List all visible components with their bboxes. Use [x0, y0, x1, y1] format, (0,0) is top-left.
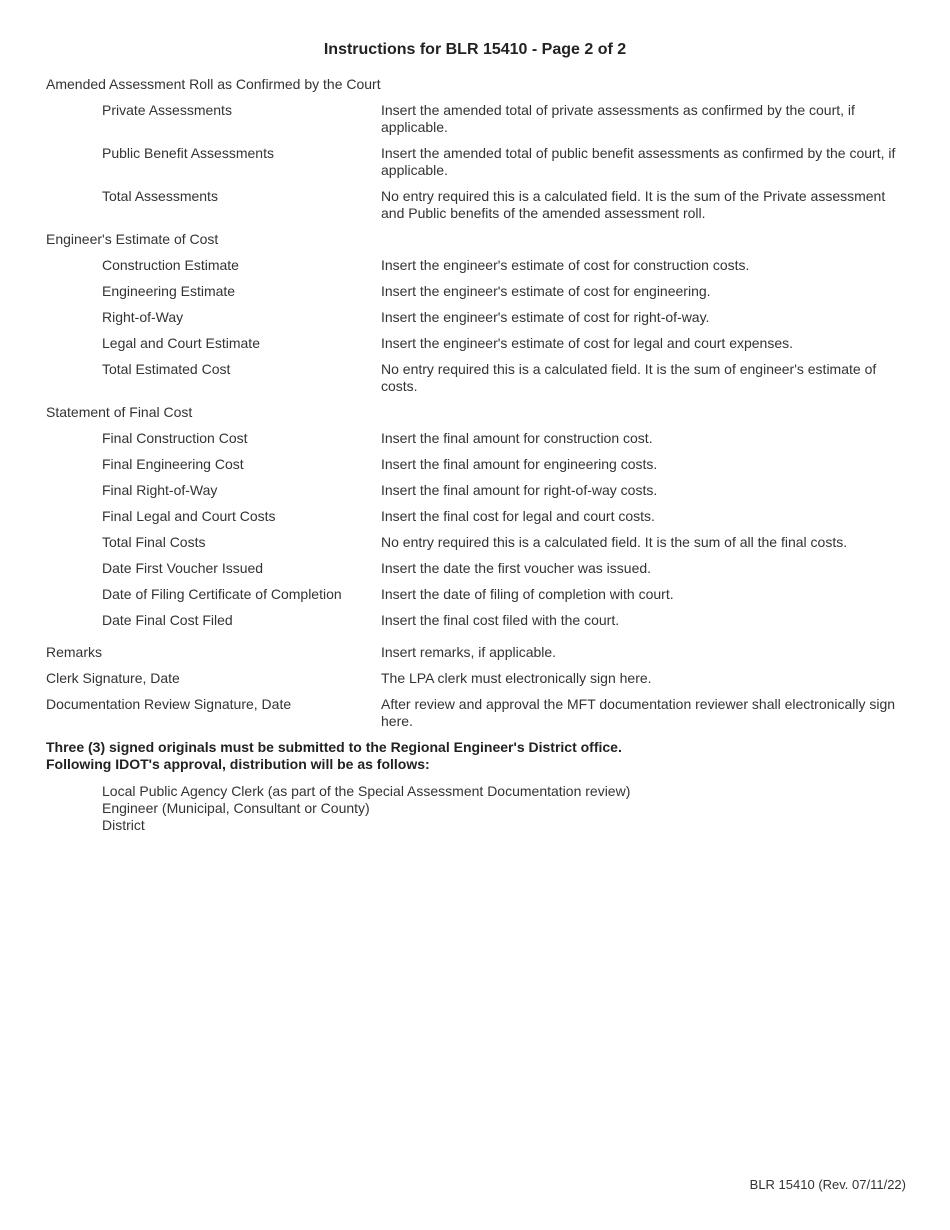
- instruction-row: [46, 102, 906, 136]
- submission-note: [46, 739, 906, 773]
- field-label: Total Estimated Cost: [102, 361, 231, 377]
- field-label: Final Right-of-Way: [102, 482, 218, 498]
- field-label: Total Assessments: [102, 188, 218, 204]
- field-label: Legal and Court Estimate: [102, 335, 260, 351]
- section-heading-final-cost: Statement of Final Cost: [46, 404, 193, 420]
- instruction-row: [46, 145, 906, 179]
- instruction-row: [46, 508, 906, 525]
- instruction-row-clerk-signature: [46, 670, 906, 687]
- field-description: After review and approval the MFT documentation reviewer shall electronically sign here.: [381, 696, 896, 729]
- instruction-row: [46, 586, 906, 603]
- distribution-list: [46, 783, 906, 834]
- field-label: Engineering Estimate: [102, 283, 236, 299]
- instruction-row: [46, 335, 906, 352]
- field-description: Insert the final amount for engineering costs.: [381, 456, 658, 472]
- field-description: Insert remarks, if applicable.: [381, 644, 557, 660]
- instruction-row: [46, 361, 906, 395]
- field-label: Final Legal and Court Costs: [102, 508, 276, 524]
- field-description: Insert the date of filing of completion with court.: [381, 586, 674, 602]
- field-label: Date of Filing Certificate of Completion: [102, 586, 342, 602]
- field-label: Final Engineering Cost: [102, 456, 244, 472]
- page-title: Instructions for BLR 15410 - Page 2 of 2: [323, 41, 627, 58]
- distribution-item: District: [102, 817, 145, 833]
- instruction-row-review-signature: [46, 696, 906, 730]
- field-description: Insert the engineer's estimate of cost for construction costs.: [381, 257, 750, 273]
- field-description: Insert the final amount for right-of-way costs.: [381, 482, 658, 498]
- field-label: Date Final Cost Filed: [102, 612, 233, 628]
- field-label: Remarks: [46, 644, 103, 660]
- field-description: Insert the amended total of private assessments as confirmed by the court, if applicable.: [381, 102, 855, 135]
- field-description: The LPA clerk must electronically sign here.: [381, 670, 652, 686]
- field-description: Insert the date the first voucher was issued.: [381, 560, 652, 576]
- submission-note-line: Three (3) signed originals must be submitted to the Regional Engineer's District office.: [46, 739, 622, 755]
- field-label: Public Benefit Assessments: [102, 145, 274, 161]
- instruction-row: [46, 188, 906, 222]
- distribution-item: Engineer (Municipal, Consultant or County): [102, 800, 370, 816]
- field-label: Final Construction Cost: [102, 430, 248, 446]
- instruction-row: [46, 430, 906, 447]
- instruction-row: [46, 482, 906, 499]
- section-heading-amended-assessment: Amended Assessment Roll as Confirmed by the Court: [46, 76, 381, 92]
- field-description: Insert the final cost filed with the court.: [381, 612, 620, 628]
- section-heading-engineers-estimate: Engineer's Estimate of Cost: [46, 231, 219, 247]
- submission-note-line: Following IDOT's approval, distribution will be as follows:: [46, 756, 430, 772]
- field-label: Right-of-Way: [102, 309, 184, 325]
- instruction-row: [46, 283, 906, 300]
- field-label: Documentation Review Signature, Date: [46, 696, 292, 712]
- field-label: Construction Estimate: [102, 257, 239, 273]
- instruction-row: [46, 456, 906, 473]
- field-description: Insert the engineer's estimate of cost for legal and court expenses.: [381, 335, 794, 351]
- field-description: Insert the engineer's estimate of cost for right-of-way.: [381, 309, 710, 325]
- field-description: No entry required this is a calculated field. It is the sum of the Private assessment and Public benefits of the amended assessment roll.: [381, 188, 886, 221]
- form-revision-footer: BLR 15410 (Rev. 07/11/22): [749, 1177, 906, 1192]
- instruction-row: [46, 612, 906, 629]
- field-description: No entry required this is a calculated field. It is the sum of all the final costs.: [381, 534, 848, 550]
- instructions-body: [46, 76, 906, 834]
- field-description: Insert the engineer's estimate of cost for engineering.: [381, 283, 711, 299]
- field-label: Total Final Costs: [102, 534, 206, 550]
- field-description: No entry required this is a calculated field. It is the sum of engineer's estimate of costs.: [381, 361, 877, 394]
- field-description: Insert the final cost for legal and court costs.: [381, 508, 655, 524]
- field-description: Insert the amended total of public benefit assessments as confirmed by the court, if applicable.: [381, 145, 896, 178]
- instruction-row-remarks: [46, 644, 906, 661]
- instruction-row: [46, 309, 906, 326]
- distribution-item: Local Public Agency Clerk (as part of the Special Assessment Documentation review): [102, 783, 631, 799]
- field-label: Clerk Signature, Date: [46, 670, 180, 686]
- field-label: Private Assessments: [102, 102, 232, 118]
- field-label: Date First Voucher Issued: [102, 560, 264, 576]
- instruction-row: [46, 534, 906, 551]
- field-description: Insert the final amount for construction cost.: [381, 430, 653, 446]
- instruction-row: [46, 560, 906, 577]
- instruction-row: [46, 257, 906, 274]
